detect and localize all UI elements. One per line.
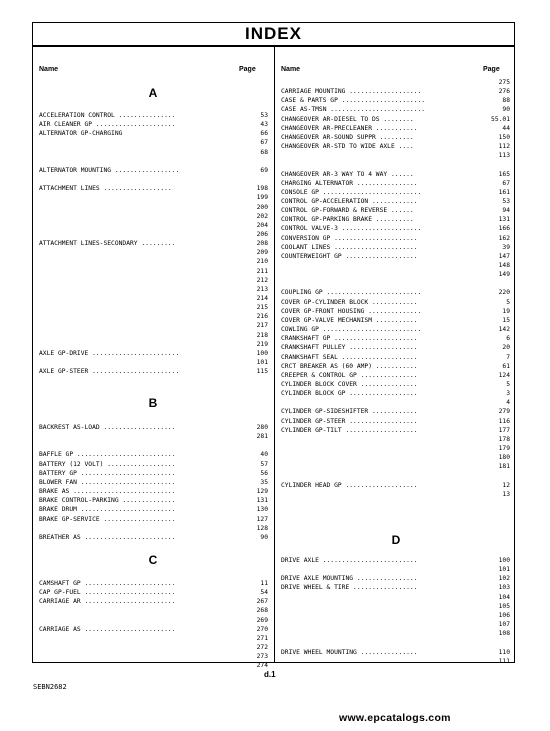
index-row [39,588,268,597]
index-row [281,316,510,325]
index-row [281,602,510,611]
index-entry-page: 110 [498,648,510,656]
index-entry-name: AXLE GP-STEER ....................... [39,368,180,376]
index-entry-page: 67 [502,179,510,187]
page-number: d.1 [264,670,276,679]
index-entry-page: 116 [498,417,510,425]
index-entry-page: 90 [260,533,268,541]
index-entry-name: COWLING GP .......................... [281,326,422,334]
index-entry-page: 269 [256,616,268,624]
index-row [281,234,510,243]
index-row [281,417,510,426]
index-row [281,197,510,206]
index-entry-page: 7 [506,353,510,361]
index-row [39,212,268,221]
index-entry-name: CAMSHAFT GP ........................ [39,580,176,587]
index-entry-page: 12 [502,481,510,489]
index-entry-page: 43 [260,121,268,129]
index-entry-name: DRIVE AXLE MOUNTING ................ [281,575,418,583]
index-entry-name: CYLINDER GP-SIDESHIFTER ............ [281,408,418,416]
index-entry-page: 161 [498,188,510,196]
index-entry-page: 281 [256,433,268,441]
index-entry-name: DRIVE AXLE ......................... [281,557,418,564]
index-entry-page: 39 [502,243,510,251]
index-entry-page: 216 [256,313,268,321]
index-entry-name: ALTERNATOR MOUNTING ................. [39,166,180,174]
index-entry-name: CRANKSHAFT GP ...................... [281,335,418,343]
index-entry-name: CONTROL GP-ACCELERATION ............ [281,197,418,205]
index-row [39,487,268,496]
index-entry-name: COUNTERWEIGHT GP ................... [281,252,418,260]
index-entry-page: 40 [260,451,268,459]
index-row [281,371,510,380]
index-row [39,129,268,138]
index-row [281,288,510,297]
index-entry-page: 15 [502,316,510,324]
index-entry-name: BATTERY (12 VOLT) .................. [39,460,176,468]
index-entry-page: 148 [498,262,510,269]
index-entry-name: BRAKE DRUM ......................... [39,506,176,514]
index-entry-page: 124 [498,371,510,379]
index-entry-page: 270 [256,625,268,633]
index-row [281,657,510,666]
document-id: SEBN2682 [33,683,67,691]
index-entry-page: 68 [260,148,268,156]
index-entry-page: 19 [502,307,510,315]
index-row [39,358,268,367]
index-entry-page: 113 [498,152,510,160]
index-entry-page: 147 [498,252,510,260]
index-row [39,111,268,120]
index-row [39,606,268,615]
index-row [39,643,268,652]
index-entry-name: CARRIAGE AR ........................ [39,598,176,606]
index-row [39,184,268,193]
section-letter: C [148,553,158,567]
index-entry-page: 199 [256,194,268,202]
index-entry-page: 112 [498,143,510,151]
index-entry-page: 4 [506,399,510,407]
index-row [281,124,510,133]
index-entry-page: 106 [498,611,510,619]
index-entry-page: 267 [256,598,268,606]
index-row [39,478,268,487]
index-row [39,460,268,469]
index-row [39,148,268,157]
index-entry-page: 100 [498,557,510,564]
index-entry-page: 150 [498,133,510,141]
index-entry-page: 280 [256,424,268,431]
index-row [281,453,510,462]
index-entry-name: BLOWER FAN ......................... [39,478,176,486]
index-row [281,462,510,471]
index-entry-name: ATTACHMENT LINES-SECONDARY ......... [39,240,176,248]
index-entry-page: 165 [498,170,510,178]
index-entry-name: ACCELERATION CONTROL ............... [39,112,176,119]
index-row [281,206,510,215]
index-entry-name: COUPLING GP ......................... [281,289,422,297]
index-entry-page: 276 [498,88,510,96]
index-entry-page: 57 [260,460,268,468]
index-row [39,423,268,432]
index-entry-page: 102 [498,575,510,583]
index-entry-page: 272 [256,644,268,652]
index-entry-page: 101 [256,359,268,367]
index-row [39,239,268,248]
index-row [281,215,510,224]
left-page-header: Page [239,66,256,73]
index-entry-page: 217 [256,322,268,330]
index-entry-page: 179 [498,445,510,452]
index-entry-page: 178 [498,435,510,443]
index-entry-page: 94 [502,207,510,215]
index-entry-page: 108 [498,630,510,638]
index-row [281,270,510,279]
index-row [281,179,510,188]
index-entry-page: 274 [256,662,268,670]
index-entry-page: 56 [260,469,268,477]
index-entry-name: COVER GP-VALVE MECHANISM ........... [281,316,418,324]
index-entry-page: 271 [256,634,268,642]
section-letter: A [148,86,158,100]
index-entry-page: 213 [256,285,268,293]
index-row [39,469,268,478]
index-row [39,120,268,129]
index-row [281,490,510,499]
index-row [281,629,510,638]
index-entry-page: 180 [498,454,510,462]
index-row [281,334,510,343]
index-row [39,450,268,459]
index-entry-name: DRIVE WHEEL MOUNTING ............... [281,648,418,656]
index-entry-page: 55.01 [491,115,510,123]
index-entry-page: 279 [498,408,510,416]
index-entry-name: BRAKE AS ........................... [39,488,176,496]
index-entry-name: CREEPER & CONTROL GP ............... [281,371,418,379]
index-entry-page: 69 [260,166,268,174]
index-entry-name: BACKREST AS-LOAD ................... [39,424,176,431]
index-entry-page: 61 [502,362,510,370]
index-row [281,407,510,416]
index-entry-page: 202 [256,212,268,220]
index-entry-page: 210 [256,258,268,266]
index-entry-page: 162 [498,234,510,242]
index-entry-page: 206 [256,230,268,238]
index-row [39,524,268,533]
index-row [39,257,268,266]
index-entry-page: 6 [506,335,510,343]
index-entry-page: 35 [260,478,268,486]
index-entry-page: 5 [506,380,510,388]
index-entry-name: CHANGEOVER AR-3 WAY TO 4 WAY ...... [281,170,414,178]
index-entry-page: 275 [498,79,510,86]
index-entry-page: 131 [498,216,510,224]
index-entry-page: 131 [256,497,268,505]
index-entry-name: CHANGEOVER AR-DIESEL TO DS ........ [281,115,414,123]
index-entry-name: CYLINDER BLOCK COVER ............... [281,380,418,388]
index-row [281,252,510,261]
index-row [281,435,510,444]
index-row [39,634,268,643]
index-entry-name: CAP GP-FUEL ........................ [39,589,176,597]
index-row [281,620,510,629]
index-title: INDEX [33,23,514,47]
index-row [281,188,510,197]
index-entry-name: CONSOLE GP .......................... [281,188,422,196]
index-entry-name: CONTROL GP-FORWARD & REVERSE ...... [281,207,414,215]
index-row [281,593,510,602]
index-row [281,362,510,371]
index-entry-page: 208 [256,240,268,248]
index-row [281,444,510,453]
index-entry-page: 129 [256,488,268,496]
index-row [281,115,510,124]
index-entry-name: COOLANT LINES ...................... [281,243,418,251]
index-row [39,267,268,276]
index-entry-page: 111 [498,657,510,665]
index-entry-name: AIR CLEANER GP ..................... [39,121,176,129]
index-entry-page: 11 [260,580,268,587]
index-entry-name: CASE AS-TMSN ......................... [281,106,426,114]
index-entry-page: 53 [502,197,510,205]
index-entry-page: 130 [256,506,268,514]
index-entry-name: ALTERNATOR GP-CHARGING [39,130,123,138]
index-entry-name: CONTROL GP-PARKING BRAKE .......... [281,216,414,224]
index-entry-page: 273 [256,653,268,661]
index-row [39,230,268,239]
index-row [39,515,268,524]
index-row [39,221,268,230]
index-entry-page: 66 [260,130,268,138]
index-row [281,105,510,114]
index-entry-name: CHANGEOVER AR-PRECLEANER ........... [281,124,418,132]
index-entry-name: CYLINDER BLOCK GP .................. [281,390,418,398]
index-row [39,597,268,606]
index-entry-page: 105 [498,602,510,610]
index-entry-name: BAFFLE GP .......................... [39,451,176,459]
index-entry-page: 177 [498,426,510,434]
index-row [281,298,510,307]
index-row [39,505,268,514]
index-row [281,398,510,407]
index-row [39,625,268,634]
index-row [281,556,510,565]
index-row [281,307,510,316]
index-entry-name: CYLINDER GP-TILT ................... [281,426,418,434]
index-entry-page: 268 [256,607,268,615]
index-entry-page: 219 [256,340,268,348]
index-row [39,303,268,312]
index-row [39,248,268,257]
index-entry-page: 218 [256,331,268,339]
index-entry-name: DRIVE WHEEL & TIRE ................. [281,584,418,592]
index-row [281,648,510,657]
index-entry-page: 181 [498,463,510,471]
index-row [39,294,268,303]
index-row [281,426,510,435]
index-entry-page: 220 [498,289,510,297]
index-row [39,579,268,588]
index-row [281,243,510,252]
index-entry-name: CRANKSHAFT PULLEY .................. [281,344,418,352]
index-entry-name: CHANGEOVER AR-SOUND SUPPR ......... [281,133,414,141]
index-row [281,261,510,270]
index-entry-page: 44 [502,124,510,132]
index-entry-page: 20 [502,344,510,352]
index-row [39,312,268,321]
index-entry-page: 5 [506,298,510,306]
index-entry-page: 88 [502,97,510,105]
left-name-header: Name [39,66,59,73]
index-entry-page: 53 [260,112,268,119]
index-row [39,367,268,376]
index-row [39,203,268,212]
index-entry-page: 13 [502,490,510,498]
index-row [39,496,268,505]
index-entry-page: 101 [498,566,510,574]
index-entry-name: AXLE GP-DRIVE ....................... [39,349,180,357]
index-entry-name: BRAKE CONTROL-PARKING .............. [39,497,176,505]
index-row [39,533,268,542]
index-entry-name: ATTACHMENT LINES .................. [39,185,172,193]
index-entry-page: 198 [256,185,268,193]
index-entry-name: COVER GP-CYLINDER BLOCK ............ [281,298,418,306]
index-entry-name: CASE & PARTS GP ...................... [281,97,426,105]
index-row [39,193,268,202]
right-name-header: Name [281,66,301,73]
index-entry-name: CYLINDER HEAD GP ................... [281,481,418,489]
index-entry-name: CHANGEOVER AR-STD TO WIDE AXLE .... [281,143,414,151]
index-entry-name: COVER GP-FRONT HOUSING .............. [281,307,422,315]
index-entry-name: CYLINDER GP-STEER .................. [281,417,418,425]
index-entry-page: 127 [256,515,268,523]
index-row [39,661,268,670]
index-row [39,432,268,441]
index-row [281,353,510,362]
index-entry-page: 128 [256,524,268,532]
index-entry-name: CRCT BREAKER AS (60 AMP) ........... [281,362,418,370]
index-row [281,96,510,105]
index-row [281,151,510,160]
index-entry-name: CARRIAGE AS ........................ [39,625,176,633]
index-entry-page: 214 [256,295,268,302]
index-frame [32,22,515,670]
index-row [281,481,510,490]
index-entry-name: BRAKE GP-SERVICE ................... [39,515,176,523]
index-row [39,616,268,625]
index-row [39,652,268,661]
index-row [281,224,510,233]
index-row [281,343,510,352]
index-row [39,331,268,340]
index-row [39,138,268,147]
index-entry-name: CONVERSION GP ...................... [281,234,418,242]
index-entry-page: 107 [498,621,510,629]
index-entry-page: 67 [260,139,268,147]
index-row [39,340,268,349]
index-row [39,285,268,294]
index-row [39,166,268,175]
index-entry-name: BREATHER AS ........................ [39,533,176,541]
index-entry-page: 115 [256,368,268,376]
index-row [281,583,510,592]
index-row [39,321,268,330]
index-row [281,142,510,151]
right-page-header: Page [483,66,500,73]
section-letter: B [148,396,158,410]
index-row [281,87,510,96]
index-entry-page: 149 [498,271,510,279]
watermark-url: www.epcatalogs.com [339,712,451,724]
index-row [39,349,268,358]
index-entry-page: 54 [260,589,268,597]
index-row [281,133,510,142]
index-row [281,565,510,574]
index-row [281,389,510,398]
index-row [281,380,510,389]
index-entry-page: 211 [256,267,268,275]
section-letter: D [391,533,401,547]
index-entry-page: 215 [256,304,268,312]
right-column [274,45,516,665]
index-entry-page: 209 [256,249,268,257]
index-entry-page: 3 [506,390,510,398]
index-entry-name: CRANKSHAFT SEAL .................... [281,353,418,361]
index-row [281,574,510,583]
index-entry-page: 90 [502,106,510,114]
index-entry-name: CHARGING ALTERNATOR ................ [281,179,418,187]
index-row [281,78,510,87]
index-entry-page: 204 [256,221,268,229]
index-entry-page: 100 [256,349,268,357]
index-entry-page: 142 [498,326,510,334]
index-row [281,611,510,620]
index-entry-page: 104 [498,593,510,601]
index-entry-page: 103 [498,584,510,592]
index-entry-page: 212 [256,276,268,284]
index-row [281,170,510,179]
index-entry-name: BATTERY GP ......................... [39,469,176,477]
index-entry-page: 166 [498,225,510,233]
index-entry-name: CARRIAGE MOUNTING ................... [281,88,422,96]
index-entry-name: CONTROL VALVE-3 ..................... [281,225,422,233]
left-column [33,45,274,670]
index-row [281,325,510,334]
index-row [39,276,268,285]
index-entry-page: 200 [256,203,268,211]
